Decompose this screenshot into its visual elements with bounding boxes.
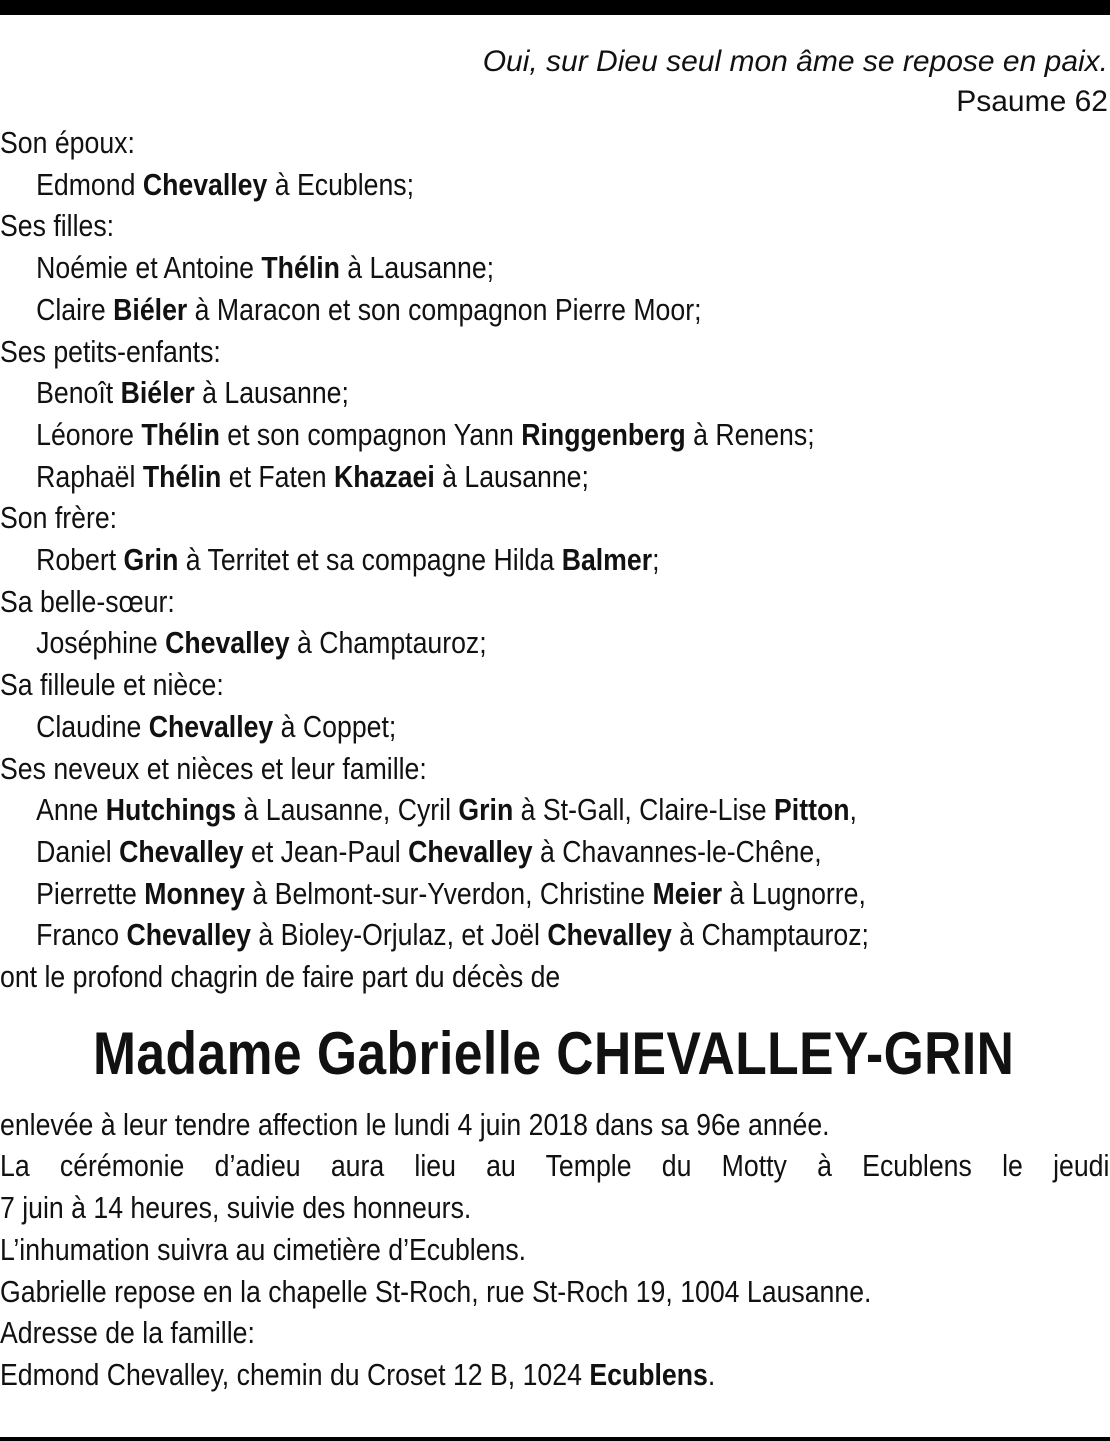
surname: Monney <box>144 875 246 911</box>
surname: Grin <box>458 792 514 828</box>
address-line <box>0 1354 953 1396</box>
family-member-line <box>0 831 953 873</box>
text-segment: à Lausanne; <box>434 458 589 494</box>
family-member-line <box>0 706 953 748</box>
address-end: . <box>707 1356 716 1392</box>
text-segment: , <box>849 792 857 828</box>
relation-label: Sa filleule et nièce: <box>0 667 224 703</box>
text-segment: Franco <box>36 917 127 953</box>
text-segment: à Lausanne; <box>194 375 349 411</box>
text-segment: à Ecublens; <box>267 166 415 202</box>
surname: Biéler <box>120 375 195 411</box>
text-segment: Claudine <box>36 708 149 744</box>
surname: Ringgenberg <box>521 416 686 452</box>
text-segment: à Chavannes-le-Chêne, <box>532 833 822 869</box>
surname: Thélin <box>142 458 222 494</box>
deceased-name-block <box>0 1016 1108 1092</box>
family-member-line <box>0 456 953 498</box>
text-segment: Léonore <box>36 416 142 452</box>
text-segment: à Coppet; <box>273 708 397 744</box>
rest-line: Gabrielle repose en la chapelle St-Roch, rue St-Roch 19, 1004 Lausanne. <box>0 1273 872 1309</box>
family-member-line <box>0 622 953 664</box>
ceremony-line-1: La cérémonie d’adieu aura lieu au Temple du Motty à Ecublens le jeudi <box>0 1148 1110 1184</box>
family-member-line <box>0 914 953 956</box>
text-segment: Noémie et Antoine <box>36 250 262 286</box>
text-segment: à Lausanne, Cyril <box>236 792 459 828</box>
address-city: Ecublens <box>589 1356 708 1392</box>
text-segment: Claire <box>36 291 114 327</box>
relation-label: Ses neveux et nièces et leur famille: <box>0 750 427 786</box>
text-segment: Joséphine <box>36 625 166 661</box>
passing-line: enlevée à leur tendre affection le lundi 4 juin 2018 dans sa 96e année. <box>0 1106 830 1142</box>
family-member-line <box>0 247 953 289</box>
family-member-line <box>0 164 953 206</box>
text-segment: Pierrette <box>36 875 145 911</box>
family-member-line <box>0 873 953 915</box>
surname: Thélin <box>261 250 340 286</box>
surname: Chevalley <box>408 833 533 869</box>
family-list <box>0 122 1108 956</box>
family-member-line <box>0 789 953 831</box>
relation-label: Son frère: <box>0 500 118 536</box>
text-segment: ; <box>652 542 660 578</box>
surname: Chevalley <box>165 625 290 661</box>
text-segment: Daniel <box>36 833 120 869</box>
epigraph <box>0 42 1108 122</box>
text-segment: à Territet et sa compagne Hilda <box>178 542 562 578</box>
surname: Chevalley <box>148 708 274 744</box>
epigraph-verse: Oui, sur Dieu seul mon âme se repose en paix. <box>482 45 1108 78</box>
text-segment: à Maracon et son compagnon Pierre Moor; <box>187 291 702 327</box>
address-text: Edmond Chevalley, chemin du Croset 12 B, 1024 <box>0 1356 590 1392</box>
relation-label: Ses filles: <box>0 208 115 244</box>
text-segment: Benoît <box>36 375 121 411</box>
surname: Balmer <box>561 542 653 578</box>
text-segment: Raphaël <box>36 458 143 494</box>
relation-label: Son époux: <box>0 125 135 160</box>
epigraph-reference: Psaume 62 <box>956 85 1108 118</box>
family-member-line <box>0 289 953 331</box>
burial-line: L’inhumation suivra au cimetière d’Ecublens. <box>0 1231 527 1267</box>
family-member-line <box>0 372 953 414</box>
text-segment: à Renens; <box>685 416 815 452</box>
top-rule <box>0 0 1110 15</box>
text-segment: Robert <box>36 542 124 578</box>
text-segment: à Lugnorre, <box>722 875 866 911</box>
text-segment: et Faten <box>221 458 334 494</box>
obituary-notice <box>0 42 1108 1396</box>
text-segment: à Lausanne; <box>339 250 495 286</box>
text-segment: et Jean-Paul <box>243 833 409 869</box>
text-segment: à St-Gall, Claire-Lise <box>513 792 775 828</box>
text-segment: à Champtauroz; <box>289 625 487 661</box>
surname: Khazaei <box>333 458 435 494</box>
surname: Chevalley <box>547 917 672 953</box>
surname: Biéler <box>113 291 188 327</box>
announcement: ont le profond chagrin de faire part du décès de <box>0 959 561 995</box>
deceased-name: Madame Gabrielle CHEVALLEY-GRIN <box>93 1019 1015 1087</box>
family-member-line <box>0 414 953 456</box>
text-segment: Anne <box>36 792 106 828</box>
surname: Chevalley <box>142 166 268 202</box>
text-segment: Edmond <box>36 166 143 202</box>
relation-label: Sa belle-sœur: <box>0 583 175 619</box>
text-segment: à Belmont-sur-Yverdon, Christine <box>245 875 653 911</box>
surname: Chevalley <box>119 833 244 869</box>
surname: Grin <box>123 542 179 578</box>
address-label: Adresse de la famille: <box>0 1315 255 1351</box>
family-member-line <box>0 539 953 581</box>
text-segment: et son compagnon Yann <box>219 416 522 452</box>
text-segment: à Champtauroz; <box>671 917 869 953</box>
bottom-rule <box>0 1437 1110 1441</box>
surname: Meier <box>652 875 723 911</box>
surname: Hutchings <box>105 792 237 828</box>
surname: Thélin <box>141 416 220 452</box>
ceremony-line-2: 7 juin à 14 heures, suivie des honneurs. <box>0 1190 472 1226</box>
text-segment: à Bioley-Orjulaz, et Joël <box>251 917 548 953</box>
surname: Pitton <box>774 792 850 828</box>
relation-label: Ses petits-enfants: <box>0 333 221 369</box>
details <box>0 1104 1108 1396</box>
surname: Chevalley <box>126 917 252 953</box>
